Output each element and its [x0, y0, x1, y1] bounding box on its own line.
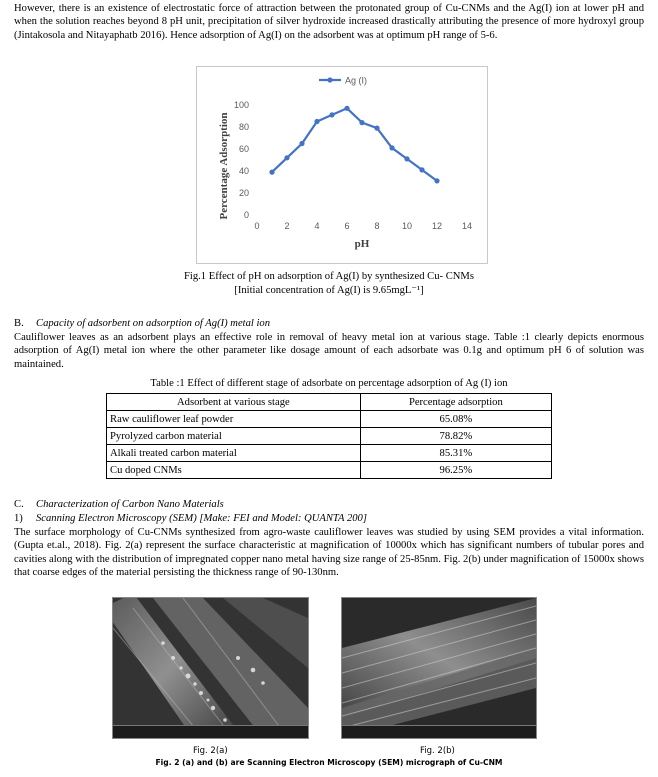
table-cell-stage: Alkali treated carbon material [107, 445, 361, 462]
sem-image-b [341, 597, 537, 739]
table-cell-value: 65.08% [360, 411, 551, 428]
section-c1-title: Scanning Electron Microscopy (SEM) [Make: FEI and Model: QUANTA 200] [36, 513, 367, 524]
data-point [314, 119, 319, 124]
data-point [299, 141, 304, 146]
y-tick-label: 20 [238, 188, 249, 198]
y-tick-label: 40 [238, 166, 249, 176]
data-point [404, 156, 409, 161]
x-tick-label: 2 [284, 221, 290, 231]
figure1-caption-line2: [Initial concentration of Ag(I) is 9.65mgL⁻¹] [234, 285, 424, 296]
table-cell-value: 85.31% [360, 445, 551, 462]
x-tick-label: 8 [374, 221, 380, 231]
data-point [284, 155, 289, 160]
x-tick-label: 4 [314, 221, 320, 231]
table-header-cell: Adsorbent at various stage [107, 394, 361, 411]
figure1-caption-line1: Fig.1 Effect of pH on adsorption of Ag(I) by synthesized Cu- CNMs [184, 271, 474, 282]
section-c-title: Characterization of Carbon Nano Materials [36, 499, 224, 510]
sem-image-a-databar [113, 725, 308, 738]
ph-adsorption-chart [196, 66, 488, 264]
table1-title: Table :1 Effect of different stage of adsorbate on percentage adsorption of Ag (I) ion [150, 378, 508, 389]
legend-marker [327, 77, 332, 82]
data-point [419, 167, 424, 172]
table-cell-value: 78.82% [360, 428, 551, 445]
table-row [107, 411, 552, 428]
data-point [344, 106, 349, 111]
data-point [359, 120, 364, 125]
section-c-number: C. [14, 499, 24, 510]
intro-paragraph: However, there is an existence of electrostatic force of attraction between the protonated group of Cu-CNMs and the Ag(I) ion at lower pH and when the solution reaches beyond 8 pH unit, precipitation of silver hydroxide increased drastically attributing the presence of more hydroxyl group (Jintakosola and Nitayaphatb 2016). Hence adsorption of Ag(I) on the adsorbent was at optimum pH range of 5-6. [14, 3, 644, 41]
y-tick-label: 100 [233, 100, 249, 110]
data-point [434, 178, 439, 183]
section-b-number: B. [14, 318, 24, 329]
y-tick-label: 80 [238, 122, 249, 132]
y-tick-label: 0 [243, 210, 249, 220]
section-c-heading [14, 498, 224, 511]
x-axis-title: pH [354, 238, 370, 250]
figure2-caption: Fig. 2 (a) and (b) are Scanning Electron Microscopy (SEM) micrograph of Cu-CNM [155, 758, 503, 767]
data-point [269, 170, 274, 175]
table-row [107, 428, 552, 445]
x-tick-label: 14 [461, 221, 473, 231]
x-tick-label: 6 [344, 221, 350, 231]
x-tick-label: 12 [431, 221, 443, 231]
data-point [389, 145, 394, 150]
data-point [329, 112, 334, 117]
adsorption-table [106, 393, 552, 479]
x-tick-label: 10 [401, 221, 413, 231]
capacity-paragraph: Cauliflower leaves as an adsorbent plays an effective role in removal of heavy metal ion at various stage. Table :1 clearly depicts enormous adsorption of Ag(I) metal ion where the other parameter like dosage amount of each adsorbate was 0.1g and optimum pH 6 of solution was maintained. [14, 332, 644, 370]
figure2a-label: Fig. 2(a) [193, 746, 228, 756]
sem-image-b-databar [342, 725, 536, 738]
sem-image-a-texture [113, 598, 308, 738]
table-cell-stage: Pyrolyzed carbon material [107, 428, 361, 445]
table-row [107, 462, 552, 479]
section-b-heading [14, 317, 270, 330]
sem-image-a [112, 597, 309, 739]
table-cell-stage: Raw cauliflower leaf powder [107, 411, 361, 428]
section-c1-number: 1) [14, 513, 23, 524]
sem-paragraph: The surface morphology of Cu-CNMs synthesized from agro-waste cauliflower leaves was studied by using SEM provides a vital information. (Gupta et.al., 2018). Fig. 2(a) represent the surface characteristic at magnification of 10000x which has significant numbers of tubular pores and cavities along with the distribution of impregnated copper nano metal having size range of 25-85nm. Fig. 2(b) under magnification of 15000x shows that coarse edges of the material persisting the thickness range of 90-130nm. [14, 527, 644, 579]
figure2b-label: Fig. 2(b) [420, 746, 455, 756]
series-line [272, 108, 437, 181]
x-tick-label: 0 [254, 221, 260, 231]
section-c1-heading [14, 512, 367, 525]
table-row [107, 445, 552, 462]
table-header-cell: Percentage adsorption [360, 394, 551, 411]
y-tick-label: 60 [238, 144, 249, 154]
sem-image-b-texture [342, 598, 536, 738]
legend-label: Ag (I) [345, 75, 368, 86]
table-header-row [107, 394, 552, 411]
table-cell-stage: Cu doped CNMs [107, 462, 361, 479]
chart-svg [197, 67, 487, 263]
data-point [374, 126, 379, 131]
section-b-title: Capacity of adsorbent on adsorption of Ag(I) metal ion [36, 318, 271, 329]
y-axis-title: Percentage Adsorption [218, 112, 230, 220]
table-cell-value: 96.25% [360, 462, 551, 479]
